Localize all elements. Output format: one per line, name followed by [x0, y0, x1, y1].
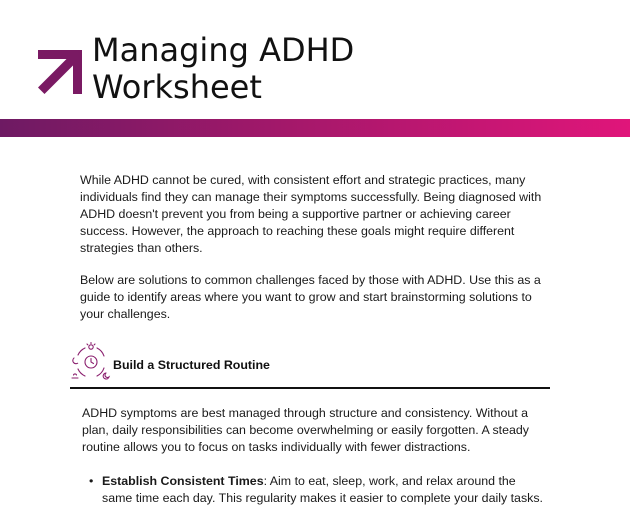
bullet-text: : Aim to eat, sleep, work, and relax around the same time each day. This regularity makes it easier to complete your daily tasks.	[102, 474, 543, 505]
section-divider	[70, 387, 550, 389]
intro-paragraph-1: While ADHD cannot be cured, with consistent effort and strategic practices, many individuals find they can manage their symptoms successfully. Being diagnosed with ADHD doesn't prevent you from being a supportive partner or achieving career success. However, the approach to reaching these goals might require different strategies than others.	[80, 173, 542, 255]
page-title	[92, 32, 354, 106]
title-line-2: Worksheet	[92, 68, 262, 106]
list-item	[86, 473, 546, 507]
header-gradient-band	[0, 119, 630, 137]
title-line-1: Managing ADHD	[92, 31, 355, 69]
intro-paragraph-2: Below are solutions to common challenges faced by those with ADHD. Use this as a guide to identify areas where you want to grow and start brainstorming solutions to your challenges.	[80, 273, 541, 321]
bullet-marker: •	[89, 474, 94, 488]
bullet-list	[86, 473, 546, 507]
section-body: ADHD symptoms are best managed through structure and consistency. Without a plan, daily responsibilities can become overwhelming or easily forgotten. A steady routine allows you to focus on tasks individually with fewer distractions.	[82, 406, 529, 454]
bullet-label: Establish Consistent Times	[102, 474, 264, 488]
arrow-logo-icon	[34, 46, 86, 98]
routine-cycle-icon	[69, 341, 113, 383]
section-title: Build a Structured Routine	[113, 358, 270, 372]
